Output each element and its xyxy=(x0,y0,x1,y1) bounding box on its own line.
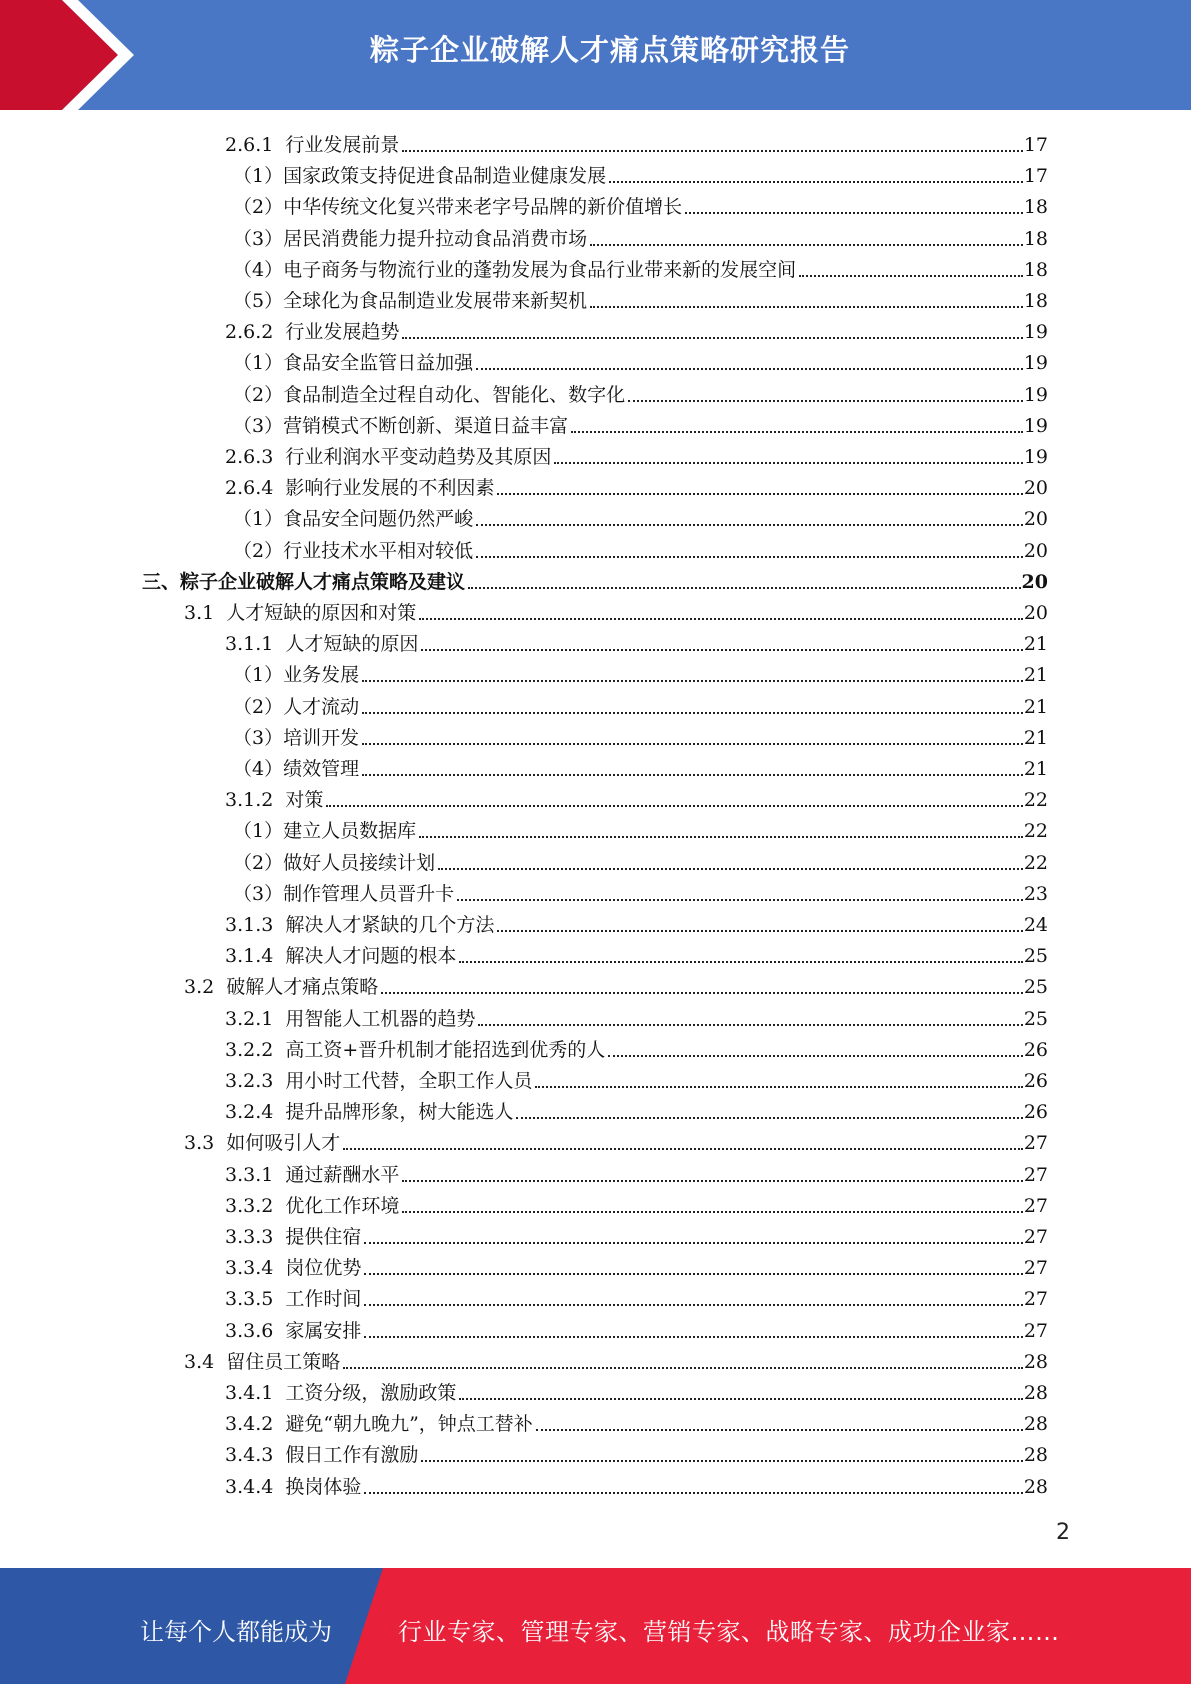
toc-entry-number: （3） xyxy=(233,227,284,250)
toc-entry-label xyxy=(233,382,628,408)
toc-entry[interactable] xyxy=(225,470,1048,501)
toc-entry-page: 22 xyxy=(1023,851,1048,874)
toc-entry[interactable] xyxy=(184,595,1048,626)
toc-entry-page: 19 xyxy=(1023,352,1048,375)
toc-entry[interactable] xyxy=(233,377,1048,408)
toc-entry-title: 影响行业发展的不利因素 xyxy=(285,477,495,500)
toc-entry-label xyxy=(184,1349,343,1375)
toc-dot-leader xyxy=(362,712,1023,714)
toc-entry-page: 27 xyxy=(1023,1226,1048,1248)
toc-dot-leader xyxy=(478,1024,1022,1026)
toc-entry-title: 行业技术水平相对较低 xyxy=(283,539,474,562)
toc-entry-number: 3.2.2 xyxy=(225,1038,274,1061)
toc-entry-page: 28 xyxy=(1023,1444,1048,1467)
toc-entry-title: 家属安排 xyxy=(285,1319,362,1342)
toc-entry-label xyxy=(225,1380,459,1406)
toc-entry[interactable] xyxy=(225,1157,1048,1188)
toc-entry-title: 培训开发 xyxy=(283,726,360,749)
toc-entry-title: 居民消费能力提升拉动食品消费市场 xyxy=(283,227,588,250)
toc-entry-number: 3.3.6 xyxy=(225,1319,274,1342)
toc-entry-title: 行业发展前景 xyxy=(285,134,400,156)
toc-entry-label xyxy=(225,1255,364,1281)
toc-entry-title: 全球化为食品制造业发展带来新契机 xyxy=(283,290,588,312)
report-title: 粽子企业破解人才痛点策略研究报告 xyxy=(369,33,850,67)
toc-dot-leader xyxy=(362,680,1023,682)
toc-entry[interactable] xyxy=(233,283,1048,314)
toc-entry-page: 21 xyxy=(1023,758,1048,780)
toc-entry-title: 通过薪酬水平 xyxy=(285,1163,400,1186)
toc-entry-label xyxy=(233,850,438,876)
toc-entry-label xyxy=(233,226,590,252)
toc-entry-page: 20 xyxy=(1021,570,1048,593)
toc-dot-leader xyxy=(459,961,1022,963)
toc-entry-page: 25 xyxy=(1023,945,1048,968)
toc-entry-title: 行业发展趋势 xyxy=(285,321,400,344)
toc-entry-title: 食品制造全过程自动化、智能化、数字化 xyxy=(283,383,626,406)
toc-entry-title: 电子商务与物流行业的蓬勃发展为食品行业带来新的发展空间 xyxy=(283,258,797,281)
toc-entry[interactable] xyxy=(233,221,1048,252)
toc-entry[interactable] xyxy=(233,876,1048,907)
toc-entry-label xyxy=(184,1130,343,1156)
toc-entry-label xyxy=(225,1442,421,1468)
toc-entry-number: 3.3.3 xyxy=(225,1226,274,1248)
toc-entry-label xyxy=(233,662,362,688)
toc-entry-label xyxy=(225,1162,402,1188)
toc-entry-number: 3.1.4 xyxy=(225,945,274,968)
toc-entry[interactable] xyxy=(184,969,1048,1000)
toc-entry-page: 27 xyxy=(1023,1163,1048,1186)
toc-entry[interactable] xyxy=(225,1281,1048,1312)
toc-entry-title: 对策 xyxy=(285,789,324,812)
toc-dot-leader xyxy=(476,556,1023,558)
toc-entry-title: 高工资+晋升机制才能招选到优秀的人 xyxy=(285,1038,606,1061)
toc-entry-page: 27 xyxy=(1023,1257,1048,1280)
toc-entry[interactable] xyxy=(225,1437,1048,1468)
toc-entry-label xyxy=(142,569,468,595)
toc-entry-number: 3.2.4 xyxy=(225,1101,274,1124)
toc-entry-number: 3.2.1 xyxy=(225,1007,274,1030)
toc-entry-page: 22 xyxy=(1023,820,1048,843)
toc-entry-label xyxy=(225,1474,364,1500)
toc-entry-label xyxy=(225,1006,478,1032)
toc-entry-title: 工作时间 xyxy=(285,1288,362,1311)
toc-dot-leader xyxy=(362,774,1023,776)
toc-entry[interactable] xyxy=(225,1375,1048,1406)
toc-entry-title: 人才流动 xyxy=(283,695,360,718)
toc-entry[interactable] xyxy=(233,408,1048,439)
toc-entry-page: 18 xyxy=(1023,258,1048,281)
toc-entry-label xyxy=(184,600,419,626)
footer-slogan-right: 行业专家、管理专家、营销专家、战略专家、成功企业家…… xyxy=(398,1618,1060,1646)
toc-dot-leader xyxy=(497,493,1022,495)
toc-entry-page: 24 xyxy=(1023,914,1048,936)
toc-entry-title: 如何吸引人才 xyxy=(226,1132,341,1155)
toc-entry-page: 27 xyxy=(1023,1319,1048,1342)
toc-entry-title: 绩效管理 xyxy=(283,758,360,780)
toc-dot-leader xyxy=(554,462,1022,464)
toc-dot-leader xyxy=(536,1429,1023,1431)
toc-dot-leader xyxy=(590,306,1023,308)
toc-entry-label xyxy=(225,1411,536,1437)
toc-entry-number: 3.3.5 xyxy=(225,1288,274,1311)
toc-entry-page: 23 xyxy=(1023,882,1048,905)
toc-entry-page: 28 xyxy=(1023,1350,1048,1373)
toc-entry-label xyxy=(225,1068,535,1094)
toc-entry-number: 3.1.2 xyxy=(225,789,274,812)
toc-entry-number: （1） xyxy=(233,820,284,843)
toc-entry-page: 17 xyxy=(1023,165,1048,188)
toc-entry-title: 用智能人工机器的趋势 xyxy=(285,1007,476,1030)
toc-entry[interactable] xyxy=(225,1219,1048,1250)
toc-entry-title: 避免“朝九晚九”，钟点工替补 xyxy=(285,1413,533,1436)
toc-entry-page: 19 xyxy=(1023,321,1048,344)
toc-entry-label xyxy=(225,1224,364,1250)
toc-entry-label xyxy=(225,1318,364,1344)
toc-entry-title: 假日工作有激励 xyxy=(285,1444,419,1467)
toc-entry-label xyxy=(225,1037,608,1063)
toc-entry-number: （1） xyxy=(233,664,284,687)
toc-entry[interactable] xyxy=(233,345,1048,376)
toc-entry-page: 20 xyxy=(1023,477,1048,500)
toc-entry[interactable] xyxy=(225,1469,1048,1500)
toc-entry-title: 业务发展 xyxy=(283,664,360,687)
page-header xyxy=(0,0,1191,110)
toc-entry[interactable] xyxy=(225,782,1048,813)
page-number: 2 xyxy=(1056,1520,1070,1545)
toc-entry-number: 3.4.4 xyxy=(225,1475,274,1498)
toc-entry-number: 3.3.1 xyxy=(225,1163,274,1186)
toc-entry-label xyxy=(225,444,554,470)
toc-entry-label xyxy=(225,1099,516,1125)
toc-entry-number: 2.6.3 xyxy=(225,446,274,468)
toc-entry-title: 食品安全监管日益加强 xyxy=(283,352,474,375)
toc-entry[interactable] xyxy=(233,189,1048,220)
toc-entry-label xyxy=(225,787,326,813)
toc-entry-title: 解决人才紧缺的几个方法 xyxy=(285,914,495,936)
toc-entry-page: 26 xyxy=(1023,1070,1048,1092)
toc-dot-leader xyxy=(364,1492,1022,1494)
toc-entry[interactable] xyxy=(233,657,1048,688)
toc-entry-title: 优化工作环境 xyxy=(285,1194,400,1217)
toc-entry-number: 三、 xyxy=(142,570,181,593)
toc-entry-number: （2） xyxy=(233,383,284,406)
toc-entry-page: 26 xyxy=(1023,1038,1048,1061)
toc-dot-leader xyxy=(421,649,1022,651)
toc-entry-page: 28 xyxy=(1023,1475,1048,1498)
toc-dot-leader xyxy=(685,212,1023,214)
toc-entry-number: （4） xyxy=(233,258,284,281)
toc-entry-label xyxy=(225,132,402,158)
toc-entry-number: 2.6.4 xyxy=(225,477,274,500)
toc-entry-number: 2.6.1 xyxy=(225,134,274,156)
toc-entry-page: 20 xyxy=(1023,602,1048,624)
toc-dot-leader xyxy=(516,1117,1022,1119)
toc-entry-number: 3.3 xyxy=(184,1132,215,1155)
toc-dot-leader xyxy=(609,181,1023,183)
toc-entry-title: 食品安全问题仍然严峻 xyxy=(283,508,474,531)
toc-dot-leader xyxy=(438,868,1023,870)
toc-entry[interactable] xyxy=(225,314,1048,345)
toc-entry[interactable] xyxy=(225,907,1048,938)
toc-entry[interactable] xyxy=(184,1344,1048,1375)
toc-dot-leader xyxy=(402,1211,1022,1213)
toc-entry-number: （2） xyxy=(233,851,284,874)
page-footer xyxy=(0,1568,1191,1684)
toc-entry-number: 3.1 xyxy=(184,602,215,624)
toc-dot-leader xyxy=(402,150,1022,152)
toc-entry-label xyxy=(225,943,459,969)
toc-dot-leader xyxy=(421,1460,1022,1462)
toc-entry-page: 25 xyxy=(1023,1007,1048,1030)
toc-entry-label xyxy=(225,319,402,345)
toc-entry-page: 19 xyxy=(1023,414,1048,437)
toc-entry-page: 27 xyxy=(1023,1194,1048,1217)
footer-slogan-left: 让每个人都能成为 xyxy=(140,1618,332,1646)
toc-entry-number: （4） xyxy=(233,758,284,780)
toc-entry[interactable] xyxy=(233,845,1048,876)
toc-dot-leader xyxy=(362,743,1023,745)
toc-entry-number: （2） xyxy=(233,196,284,219)
toc-entry-page: 18 xyxy=(1023,196,1048,219)
toc-entry[interactable] xyxy=(225,1250,1048,1281)
toc-entry-page: 27 xyxy=(1023,1132,1048,1155)
toc-dot-leader xyxy=(343,1367,1023,1369)
toc-entry-label xyxy=(225,1193,402,1219)
toc-dot-leader xyxy=(571,431,1023,433)
toc-entry-number: （5） xyxy=(233,290,284,312)
toc-entry-label xyxy=(233,725,362,751)
toc-dot-leader xyxy=(628,400,1023,402)
toc-entry-page: 19 xyxy=(1023,446,1048,468)
toc-entry-number: （3） xyxy=(233,726,284,749)
toc-entry-page: 21 xyxy=(1023,633,1048,656)
toc-entry-page: 18 xyxy=(1023,227,1048,250)
toc-entry[interactable] xyxy=(225,439,1048,470)
toc-entry-label xyxy=(233,257,799,283)
toc-entry[interactable] xyxy=(233,720,1048,751)
toc-entry-label xyxy=(225,912,497,938)
toc-entry-page: 25 xyxy=(1023,976,1048,999)
toc-entry-page: 21 xyxy=(1023,664,1048,687)
toc-entry-label xyxy=(233,694,362,720)
toc-entry[interactable] xyxy=(233,501,1048,532)
toc-entry-title: 营销模式不断创新、渠道日益丰富 xyxy=(283,414,569,437)
toc-entry-number: 3.4.3 xyxy=(225,1444,274,1467)
toc-entry[interactable] xyxy=(225,626,1048,657)
toc-entry[interactable] xyxy=(233,813,1048,844)
toc-dot-leader xyxy=(590,244,1023,246)
toc-entry-label xyxy=(233,194,685,220)
toc-entry-number: 2.6.2 xyxy=(225,321,274,344)
toc-entry-page: 17 xyxy=(1023,134,1048,156)
toc-dot-leader xyxy=(419,836,1023,838)
toc-entry-title: 换岗体验 xyxy=(285,1475,362,1498)
toc-dot-leader xyxy=(476,524,1023,526)
toc-entry-page: 20 xyxy=(1023,539,1048,562)
toc-entry-number: 3.3.4 xyxy=(225,1257,274,1280)
toc-entry-label xyxy=(233,413,571,439)
toc-dot-leader xyxy=(608,1055,1023,1057)
toc-entry-number: 3.1.1 xyxy=(225,633,274,656)
toc-entry-number: 3.4.1 xyxy=(225,1382,274,1404)
toc-dot-leader xyxy=(343,1148,1023,1150)
toc-entry-title: 国家政策支持促进食品制造业健康发展 xyxy=(283,165,607,188)
toc-entry-title: 中华传统文化复兴带来老字号品牌的新价值增长 xyxy=(283,196,683,219)
toc-dot-leader xyxy=(364,1336,1022,1338)
toc-entry-label xyxy=(233,756,362,782)
toc-entry-number: 3.2.3 xyxy=(225,1070,274,1092)
toc-entry-title: 提升品牌形象，树大能选人 xyxy=(285,1101,514,1124)
toc-entry-number: 3.2 xyxy=(184,976,215,999)
toc-dot-leader xyxy=(381,992,1023,994)
toc-entry-label xyxy=(233,881,457,907)
toc-entry-number: （1） xyxy=(233,508,284,531)
toc-entry-number: 3.3.2 xyxy=(225,1194,274,1217)
toc-dot-leader xyxy=(799,275,1023,277)
toc-entry-label xyxy=(225,475,497,501)
toc-entry-title: 留住员工策略 xyxy=(226,1350,341,1373)
toc-entry-title: 粽子企业破解人才痛点策略及建议 xyxy=(180,570,466,593)
toc-entry[interactable] xyxy=(233,751,1048,782)
toc-entry-page: 26 xyxy=(1023,1101,1048,1124)
toc-entry-label xyxy=(184,974,381,1000)
toc-entry-label xyxy=(233,163,609,189)
toc-entry-title: 制作管理人员晋升卡 xyxy=(283,882,455,905)
toc-dot-leader xyxy=(364,1304,1022,1306)
toc-entry[interactable] xyxy=(225,1406,1048,1437)
toc-entry-number: （3） xyxy=(233,882,284,905)
toc-dot-leader xyxy=(497,930,1022,932)
toc-entry-title: 解决人才问题的根本 xyxy=(285,945,457,968)
toc-dot-leader xyxy=(326,805,1022,807)
toc-entry-title: 岗位优势 xyxy=(285,1257,362,1280)
toc-entry[interactable] xyxy=(233,252,1048,283)
toc-entry-title: 破解人才痛点策略 xyxy=(226,976,379,999)
toc-dot-leader xyxy=(468,587,1021,589)
toc-entry-title: 人才短缺的原因 xyxy=(285,633,419,656)
toc-entry-title: 行业利润水平变动趋势及其原因 xyxy=(285,446,552,468)
toc-entry[interactable] xyxy=(225,1063,1048,1094)
toc-entry[interactable] xyxy=(233,689,1048,720)
toc-entry-label xyxy=(233,506,476,532)
toc-entry-title: 工资分级，激励政策 xyxy=(285,1382,457,1404)
toc-entry-label xyxy=(225,631,421,657)
toc-entry[interactable] xyxy=(233,158,1048,189)
toc-dot-leader xyxy=(476,368,1023,370)
toc-entry-number: （3） xyxy=(233,414,284,437)
toc-entry-title: 用小时工代替，全职工作人员 xyxy=(285,1070,533,1092)
toc-entry[interactable] xyxy=(225,1188,1048,1219)
toc-entry[interactable] xyxy=(225,1032,1048,1063)
toc-entry-page: 27 xyxy=(1023,1288,1048,1311)
toc-entry-title: 做好人员接续计划 xyxy=(283,851,436,874)
toc-dot-leader xyxy=(459,1398,1022,1400)
toc-entry[interactable] xyxy=(233,533,1048,564)
toc-entry[interactable] xyxy=(225,1001,1048,1032)
toc-dot-leader xyxy=(364,1273,1022,1275)
toc-entry-label xyxy=(233,288,590,314)
toc-entry[interactable] xyxy=(225,127,1048,158)
toc-entry-page: 21 xyxy=(1023,726,1048,749)
toc-dot-leader xyxy=(419,618,1023,620)
toc-entry-page: 20 xyxy=(1023,508,1048,531)
toc-entry-page: 21 xyxy=(1023,695,1048,718)
toc-entry-number: （1） xyxy=(233,352,284,375)
toc-entry-page: 28 xyxy=(1023,1413,1048,1436)
toc-entry[interactable] xyxy=(184,1125,1048,1156)
toc-entry[interactable] xyxy=(225,1094,1048,1125)
toc-dot-leader xyxy=(535,1086,1022,1088)
toc-entry-number: 3.1.3 xyxy=(225,914,274,936)
toc-dot-leader xyxy=(402,337,1022,339)
toc-entry[interactable] xyxy=(142,564,1048,595)
toc-entry-number: （2） xyxy=(233,695,284,718)
toc-dot-leader xyxy=(402,1180,1022,1182)
toc-entry[interactable] xyxy=(225,938,1048,969)
toc-entry-title: 建立人员数据库 xyxy=(283,820,417,843)
toc-entry-label xyxy=(233,350,476,376)
toc-entry-number: 3.4 xyxy=(184,1350,215,1373)
toc-dot-leader xyxy=(364,1242,1022,1244)
toc-dot-leader xyxy=(457,899,1023,901)
toc-entry-page: 28 xyxy=(1023,1382,1048,1404)
toc-entry-label xyxy=(225,1286,364,1312)
toc-entry-title: 提供住宿 xyxy=(285,1226,362,1248)
toc-entry-number: 3.4.2 xyxy=(225,1413,274,1436)
toc-entry-number: （2） xyxy=(233,539,284,562)
toc-entry-number: （1） xyxy=(233,165,284,188)
toc-entry-page: 19 xyxy=(1023,383,1048,406)
toc-entry-title: 人才短缺的原因和对策 xyxy=(226,602,417,624)
toc-entry[interactable] xyxy=(225,1313,1048,1344)
toc-entry-page: 18 xyxy=(1023,290,1048,312)
toc-entry-label xyxy=(233,538,476,564)
toc-entry-page: 22 xyxy=(1023,789,1048,812)
toc-entry-label xyxy=(233,818,419,844)
